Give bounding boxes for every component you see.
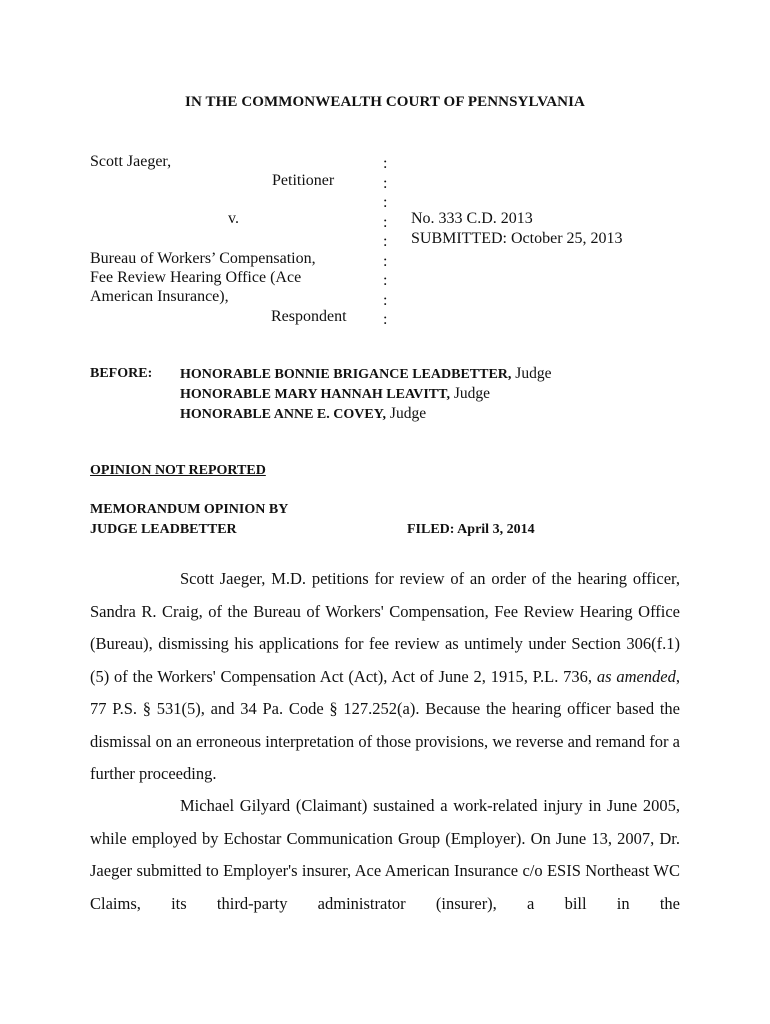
judge-3-name: HONORABLE ANNE E. COVEY, — [180, 407, 387, 422]
judge-2-name: HONORABLE MARY HANNAH LEAVITT, — [180, 387, 450, 402]
judge-3-title: Judge — [386, 405, 427, 422]
para1-text-b: , 77 P.S. § 531(5), and 34 Pa. Code § 127.252(a). Because the hearing officer based the dismissal on an erroneous interpretation of those provisions, we reverse and remand for a further proceeding. — [90, 666, 681, 783]
memorandum-line-2: JUDGE LEADBETTER — [90, 522, 237, 537]
versus-label: v. — [228, 210, 239, 227]
para1-text-a: Scott Jaeger, M.D. petitions for review of an order of the hearing officer, Sandra R. Craig, of the Bureau of Workers' Compensation, Fee Review Hearing Office (Bureau), dismissing his applications for fee review as untimely under Section 306(f.1)(5) of the Workers' Compensation Act (Act), Act of June 2, 1915, P.L. 736, — [90, 569, 680, 686]
respondent-role: Respondent — [271, 308, 347, 325]
judge-line-2 — [180, 385, 490, 403]
judge-2-title: Judge — [449, 385, 490, 402]
filed-date: FILED: April 3, 2014 — [407, 522, 535, 537]
opinion-paragraph-2: Michael Gilyard (Claimant) sustained a work-related injury in June 2005, while employed by Echostar Communication Group (Employer). On June 13, 2007, Dr. Jaeger submitted to Employer's insurer, Ace American Insurance c/o ESIS Northeast WC Claims, its third-party administrator (insurer), a bill in the — [90, 796, 680, 913]
respondent-line-3: American Insurance), — [90, 288, 229, 305]
petitioner-name: Scott Jaeger, — [90, 153, 172, 170]
before-label: BEFORE: — [90, 366, 153, 381]
judge-line-1 — [180, 365, 551, 383]
petitioner-role: Petitioner — [272, 172, 335, 189]
para1-italic: as amended — [596, 666, 676, 686]
case-number: No. 333 C.D. 2013 — [411, 210, 533, 227]
submitted-date: SUBMITTED: October 25, 2013 — [411, 230, 623, 247]
memorandum-line-1: MEMORANDUM OPINION BY — [90, 502, 289, 517]
judge-1-title: Judge — [511, 365, 552, 382]
opinion-paragraph-1 — [90, 563, 680, 791]
respondent-line-2: Fee Review Hearing Office (Ace — [90, 269, 302, 286]
opinion-status: OPINION NOT REPORTED — [90, 463, 266, 478]
court-title: IN THE COMMONWEALTH COURT OF PENNSYLVANIA — [185, 94, 585, 110]
respondent-line-1: Bureau of Workers’ Compensation, — [90, 250, 316, 267]
caption-colon-column: : : : : : : : : : — [383, 155, 388, 328]
judge-1-name: HONORABLE BONNIE BRIGANCE LEADBETTER, — [180, 367, 512, 382]
judge-line-3 — [180, 405, 426, 423]
